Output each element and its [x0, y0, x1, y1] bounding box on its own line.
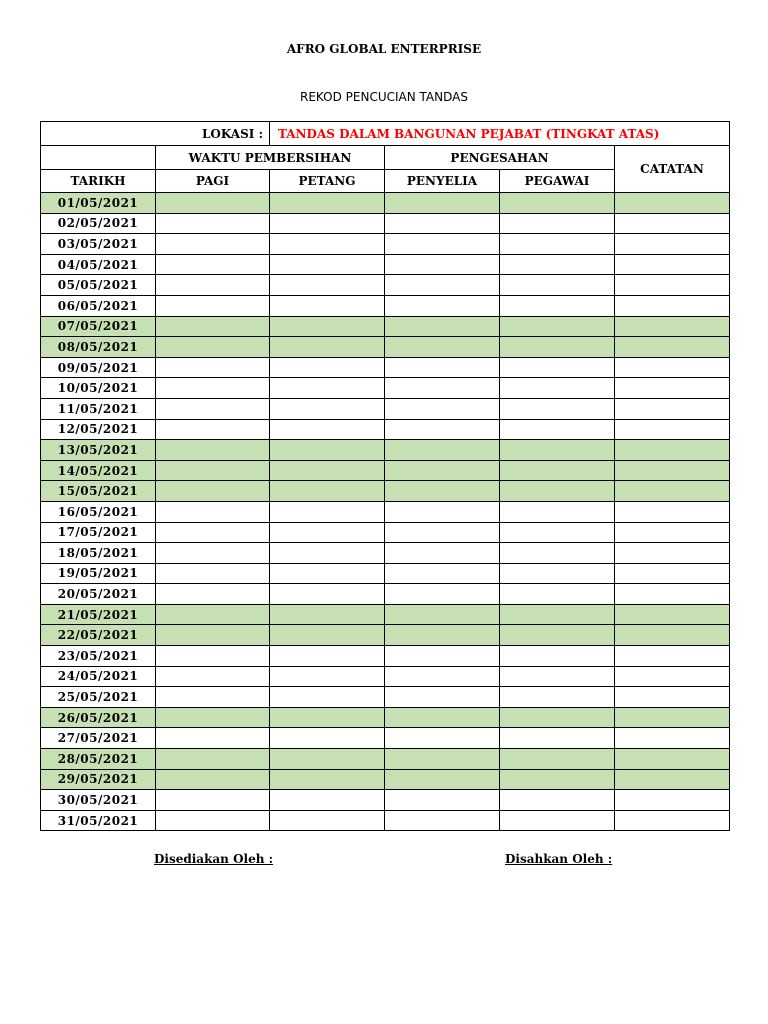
evening-cell[interactable] [270, 481, 385, 502]
evening-header: PETANG [270, 170, 385, 193]
supervisor-header: PENYELIA [385, 170, 500, 193]
date-header: TARIKH [41, 170, 156, 193]
table-row [41, 543, 730, 564]
evening-cell[interactable] [270, 728, 385, 749]
morning-cell[interactable] [156, 316, 270, 337]
cleaning-record-table [40, 121, 730, 831]
evening-cell[interactable] [270, 707, 385, 728]
notes-cell[interactable] [615, 522, 730, 543]
staff-cell[interactable] [500, 769, 615, 790]
date-cell: 14/05/2021 [41, 460, 156, 481]
date-cell: 16/05/2021 [41, 501, 156, 522]
supervisor-cell[interactable] [385, 810, 500, 831]
notes-cell[interactable] [615, 707, 730, 728]
table-row [41, 275, 730, 296]
morning-cell[interactable] [156, 275, 270, 296]
morning-cell[interactable] [156, 440, 270, 461]
staff-cell[interactable] [500, 213, 615, 234]
supervisor-cell[interactable] [385, 769, 500, 790]
table-row [41, 728, 730, 749]
supervisor-cell[interactable] [385, 213, 500, 234]
date-cell: 29/05/2021 [41, 769, 156, 790]
table-row [41, 790, 730, 811]
morning-cell[interactable] [156, 213, 270, 234]
evening-cell[interactable] [270, 378, 385, 399]
morning-cell[interactable] [156, 749, 270, 770]
evening-cell[interactable] [270, 254, 385, 275]
morning-cell[interactable] [156, 481, 270, 502]
supervisor-cell[interactable] [385, 295, 500, 316]
evening-cell[interactable] [270, 625, 385, 646]
notes-cell[interactable] [615, 357, 730, 378]
staff-cell[interactable] [500, 522, 615, 543]
date-cell: 27/05/2021 [41, 728, 156, 749]
morning-cell[interactable] [156, 625, 270, 646]
table-row [41, 295, 730, 316]
staff-cell[interactable] [500, 419, 615, 440]
morning-cell[interactable] [156, 460, 270, 481]
staff-cell[interactable] [500, 646, 615, 667]
notes-cell[interactable] [615, 213, 730, 234]
staff-cell[interactable] [500, 254, 615, 275]
table-row [41, 398, 730, 419]
staff-header: PEGAWAI [500, 170, 615, 193]
approval-header: PENGESAHAN [385, 146, 615, 170]
evening-cell[interactable] [270, 563, 385, 584]
morning-cell[interactable] [156, 234, 270, 255]
evening-cell[interactable] [270, 193, 385, 214]
table-row [41, 357, 730, 378]
staff-cell[interactable] [500, 543, 615, 564]
table-row [41, 193, 730, 214]
location-value: TANDAS DALAM BANGUNAN PEJABAT (TINGKAT ATAS) [270, 122, 730, 146]
table-row [41, 378, 730, 399]
notes-cell[interactable] [615, 604, 730, 625]
table-row [41, 254, 730, 275]
date-cell: 05/05/2021 [41, 275, 156, 296]
date-cell: 17/05/2021 [41, 522, 156, 543]
evening-cell[interactable] [270, 604, 385, 625]
staff-cell[interactable] [500, 563, 615, 584]
evening-cell[interactable] [270, 687, 385, 708]
supervisor-cell[interactable] [385, 707, 500, 728]
evening-cell[interactable] [270, 213, 385, 234]
notes-cell[interactable] [615, 481, 730, 502]
evening-cell[interactable] [270, 234, 385, 255]
table-row [41, 584, 730, 605]
staff-cell[interactable] [500, 625, 615, 646]
supervisor-cell[interactable] [385, 193, 500, 214]
table-row [41, 419, 730, 440]
date-cell: 25/05/2021 [41, 687, 156, 708]
staff-cell[interactable] [500, 666, 615, 687]
date-cell: 08/05/2021 [41, 337, 156, 358]
date-cell: 31/05/2021 [41, 810, 156, 831]
evening-cell[interactable] [270, 440, 385, 461]
staff-cell[interactable] [500, 337, 615, 358]
staff-cell[interactable] [500, 193, 615, 214]
notes-cell[interactable] [615, 337, 730, 358]
table-row [41, 501, 730, 522]
morning-cell[interactable] [156, 295, 270, 316]
date-cell: 23/05/2021 [41, 646, 156, 667]
morning-cell[interactable] [156, 769, 270, 790]
morning-cell[interactable] [156, 790, 270, 811]
supervisor-cell[interactable] [385, 378, 500, 399]
supervisor-cell[interactable] [385, 749, 500, 770]
evening-cell[interactable] [270, 337, 385, 358]
staff-cell[interactable] [500, 398, 615, 419]
morning-cell[interactable] [156, 810, 270, 831]
date-cell: 24/05/2021 [41, 666, 156, 687]
evening-cell[interactable] [270, 769, 385, 790]
company-name: AFRO GLOBAL ENTERPRISE [286, 42, 482, 56]
staff-cell[interactable] [500, 501, 615, 522]
supervisor-cell[interactable] [385, 625, 500, 646]
staff-cell[interactable] [500, 295, 615, 316]
table-row [41, 440, 730, 461]
staff-cell[interactable] [500, 234, 615, 255]
evening-cell[interactable] [270, 584, 385, 605]
date-header-spacer [41, 146, 156, 170]
evening-cell[interactable] [270, 316, 385, 337]
date-cell: 22/05/2021 [41, 625, 156, 646]
supervisor-cell[interactable] [385, 604, 500, 625]
date-cell: 19/05/2021 [41, 563, 156, 584]
staff-cell[interactable] [500, 584, 615, 605]
supervisor-cell[interactable] [385, 440, 500, 461]
date-cell: 13/05/2021 [41, 440, 156, 461]
notes-cell[interactable] [615, 275, 730, 296]
supervisor-cell[interactable] [385, 357, 500, 378]
morning-cell[interactable] [156, 357, 270, 378]
notes-cell[interactable] [615, 543, 730, 564]
notes-cell[interactable] [615, 646, 730, 667]
cleaning-time-header: WAKTU PEMBERSIHAN [156, 146, 385, 170]
table-row [41, 707, 730, 728]
table-row [41, 316, 730, 337]
notes-cell[interactable] [615, 398, 730, 419]
table-row [41, 749, 730, 770]
evening-cell[interactable] [270, 419, 385, 440]
location-row [41, 122, 730, 146]
table-row [41, 522, 730, 543]
staff-cell[interactable] [500, 440, 615, 461]
table-row [41, 604, 730, 625]
date-cell: 07/05/2021 [41, 316, 156, 337]
table-row [41, 337, 730, 358]
staff-cell[interactable] [500, 810, 615, 831]
notes-cell[interactable] [615, 254, 730, 275]
date-cell: 11/05/2021 [41, 398, 156, 419]
notes-cell[interactable] [615, 378, 730, 399]
location-label: LOKASI : [41, 122, 270, 146]
date-cell: 06/05/2021 [41, 295, 156, 316]
notes-cell[interactable] [615, 193, 730, 214]
evening-cell[interactable] [270, 666, 385, 687]
table-row [41, 625, 730, 646]
staff-cell[interactable] [500, 357, 615, 378]
supervisor-cell[interactable] [385, 522, 500, 543]
notes-cell[interactable] [615, 749, 730, 770]
morning-cell[interactable] [156, 666, 270, 687]
date-cell: 21/05/2021 [41, 604, 156, 625]
staff-cell[interactable] [500, 728, 615, 749]
date-cell: 01/05/2021 [41, 193, 156, 214]
evening-cell[interactable] [270, 501, 385, 522]
notes-cell[interactable] [615, 790, 730, 811]
supervisor-cell[interactable] [385, 337, 500, 358]
supervisor-cell[interactable] [385, 728, 500, 749]
supervisor-cell[interactable] [385, 666, 500, 687]
notes-cell[interactable] [615, 584, 730, 605]
date-cell: 03/05/2021 [41, 234, 156, 255]
morning-cell[interactable] [156, 563, 270, 584]
table-row [41, 460, 730, 481]
table-row [41, 810, 730, 831]
date-cell: 09/05/2021 [41, 357, 156, 378]
table-row [41, 687, 730, 708]
morning-header: PAGI [156, 170, 270, 193]
staff-cell[interactable] [500, 790, 615, 811]
prepared-by-label: Disediakan Oleh : [154, 852, 274, 866]
morning-cell[interactable] [156, 398, 270, 419]
supervisor-cell[interactable] [385, 790, 500, 811]
notes-cell[interactable] [615, 419, 730, 440]
table-row [41, 563, 730, 584]
staff-cell[interactable] [500, 378, 615, 399]
date-cell: 20/05/2021 [41, 584, 156, 605]
date-cell: 04/05/2021 [41, 254, 156, 275]
morning-cell[interactable] [156, 707, 270, 728]
supervisor-cell[interactable] [385, 687, 500, 708]
morning-cell[interactable] [156, 419, 270, 440]
morning-cell[interactable] [156, 604, 270, 625]
notes-cell[interactable] [615, 234, 730, 255]
staff-cell[interactable] [500, 316, 615, 337]
supervisor-cell[interactable] [385, 316, 500, 337]
notes-cell[interactable] [615, 687, 730, 708]
morning-cell[interactable] [156, 687, 270, 708]
date-cell: 02/05/2021 [41, 213, 156, 234]
notes-header: CATATAN [615, 146, 730, 193]
notes-cell[interactable] [615, 316, 730, 337]
date-cell: 28/05/2021 [41, 749, 156, 770]
approved-by-label: Disahkan Oleh : [505, 852, 613, 866]
date-cell: 30/05/2021 [41, 790, 156, 811]
staff-cell[interactable] [500, 604, 615, 625]
morning-cell[interactable] [156, 584, 270, 605]
supervisor-cell[interactable] [385, 419, 500, 440]
evening-cell[interactable] [270, 357, 385, 378]
notes-cell[interactable] [615, 728, 730, 749]
staff-cell[interactable] [500, 275, 615, 296]
date-cell: 10/05/2021 [41, 378, 156, 399]
staff-cell[interactable] [500, 460, 615, 481]
notes-cell[interactable] [615, 625, 730, 646]
evening-cell[interactable] [270, 295, 385, 316]
morning-cell[interactable] [156, 378, 270, 399]
table-row [41, 213, 730, 234]
morning-cell[interactable] [156, 254, 270, 275]
evening-cell[interactable] [270, 543, 385, 564]
staff-cell[interactable] [500, 707, 615, 728]
staff-cell[interactable] [500, 749, 615, 770]
notes-cell[interactable] [615, 501, 730, 522]
morning-cell[interactable] [156, 543, 270, 564]
table-row [41, 234, 730, 255]
evening-cell[interactable] [270, 810, 385, 831]
morning-cell[interactable] [156, 728, 270, 749]
notes-cell[interactable] [615, 295, 730, 316]
morning-cell[interactable] [156, 501, 270, 522]
evening-cell[interactable] [270, 749, 385, 770]
morning-cell[interactable] [156, 646, 270, 667]
date-cell: 15/05/2021 [41, 481, 156, 502]
morning-cell[interactable] [156, 522, 270, 543]
date-cell: 18/05/2021 [41, 543, 156, 564]
evening-cell[interactable] [270, 646, 385, 667]
supervisor-cell[interactable] [385, 460, 500, 481]
supervisor-cell[interactable] [385, 543, 500, 564]
morning-cell[interactable] [156, 337, 270, 358]
evening-cell[interactable] [270, 398, 385, 419]
notes-cell[interactable] [615, 440, 730, 461]
staff-cell[interactable] [500, 481, 615, 502]
date-cell: 12/05/2021 [41, 419, 156, 440]
supervisor-cell[interactable] [385, 501, 500, 522]
notes-cell[interactable] [615, 666, 730, 687]
notes-cell[interactable] [615, 460, 730, 481]
supervisor-cell[interactable] [385, 398, 500, 419]
table-row [41, 769, 730, 790]
notes-cell[interactable] [615, 769, 730, 790]
evening-cell[interactable] [270, 460, 385, 481]
document-title: REKOD PENCUCIAN TANDAS [300, 90, 468, 104]
evening-cell[interactable] [270, 790, 385, 811]
supervisor-cell[interactable] [385, 234, 500, 255]
table-row [41, 666, 730, 687]
table-row [41, 646, 730, 667]
supervisor-cell[interactable] [385, 254, 500, 275]
supervisor-cell[interactable] [385, 584, 500, 605]
evening-cell[interactable] [270, 522, 385, 543]
supervisor-cell[interactable] [385, 275, 500, 296]
evening-cell[interactable] [270, 275, 385, 296]
morning-cell[interactable] [156, 193, 270, 214]
supervisor-cell[interactable] [385, 563, 500, 584]
supervisor-cell[interactable] [385, 481, 500, 502]
notes-cell[interactable] [615, 563, 730, 584]
header-row-group [41, 146, 730, 170]
notes-cell[interactable] [615, 810, 730, 831]
table-row [41, 481, 730, 502]
staff-cell[interactable] [500, 687, 615, 708]
date-cell: 26/05/2021 [41, 707, 156, 728]
supervisor-cell[interactable] [385, 646, 500, 667]
